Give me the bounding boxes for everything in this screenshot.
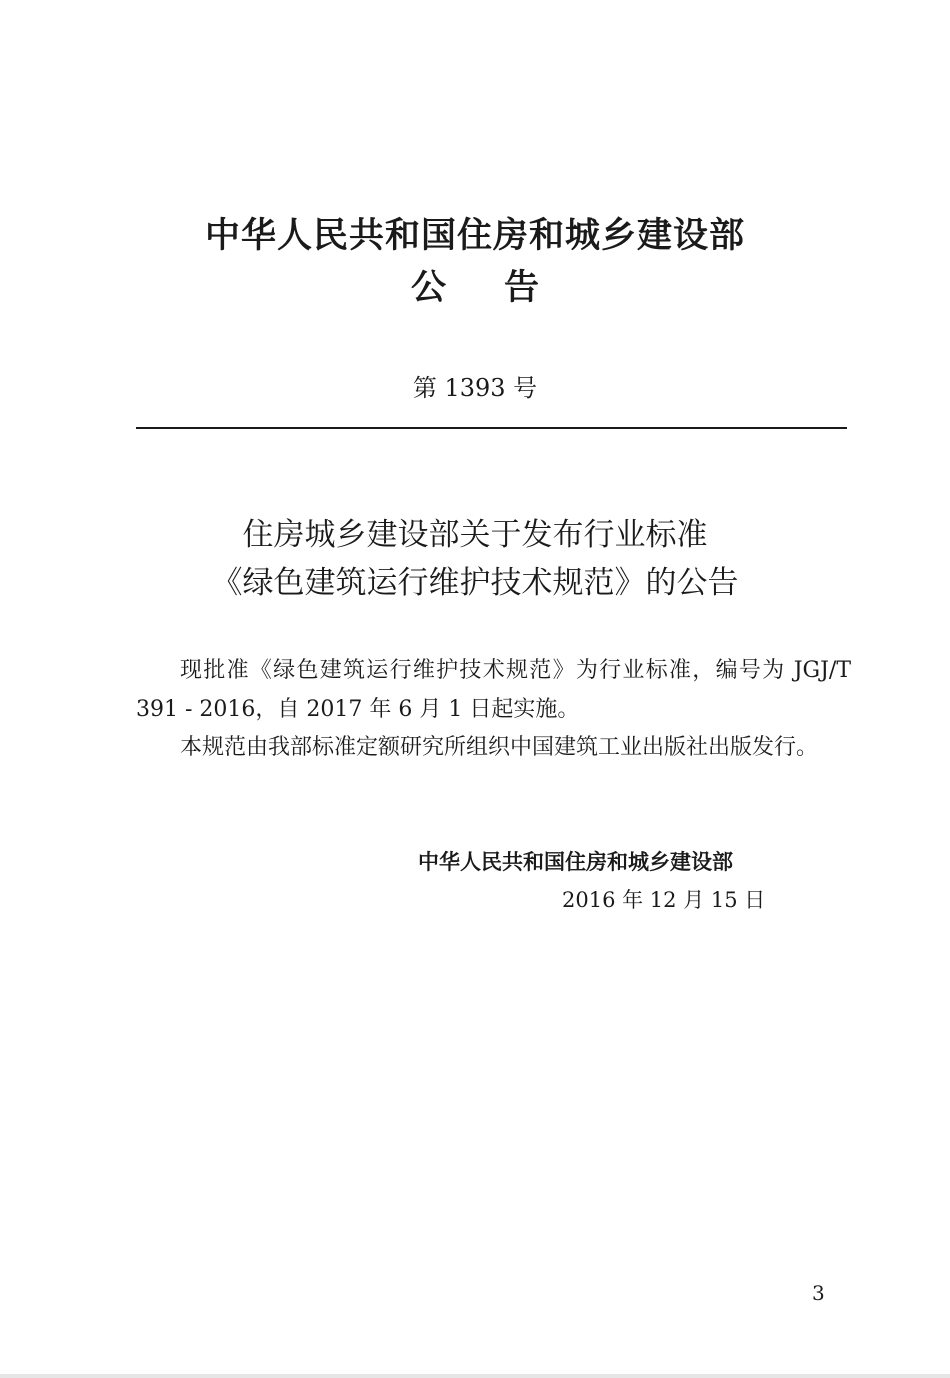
signature-organization: 中华人民共和国住房和城乡建设部 [418, 850, 733, 874]
notice-heading: 公告 [410, 268, 597, 308]
page-number: 3 [812, 1281, 825, 1305]
body-paragraph-approval: 现批准《绿色建筑运行维护技术规范》为行业标准，编号为 JGJ/T 391 - 2016，自 2017 年 6 月 1 日起实施。 [136, 658, 851, 722]
page-bottom-edge [0, 1374, 950, 1378]
notice-number: 第 1393 号 [412, 374, 538, 402]
horizontal-rule [136, 427, 847, 429]
ministry-title: 中华人民共和国住房和城乡建设部 [204, 216, 745, 256]
document-title-line-1: 住房城乡建设部关于发布行业标准 [242, 517, 708, 553]
signature-date: 2016 年 12 月 15 日 [562, 888, 766, 912]
document-title-line-2: 《绿色建筑运行维护技术规范》的公告 [211, 565, 739, 601]
body-paragraph-publication: 本规范由我部标准定额研究所组织中国建筑工业出版社出版发行。 [180, 735, 819, 760]
notice-body [136, 652, 851, 768]
